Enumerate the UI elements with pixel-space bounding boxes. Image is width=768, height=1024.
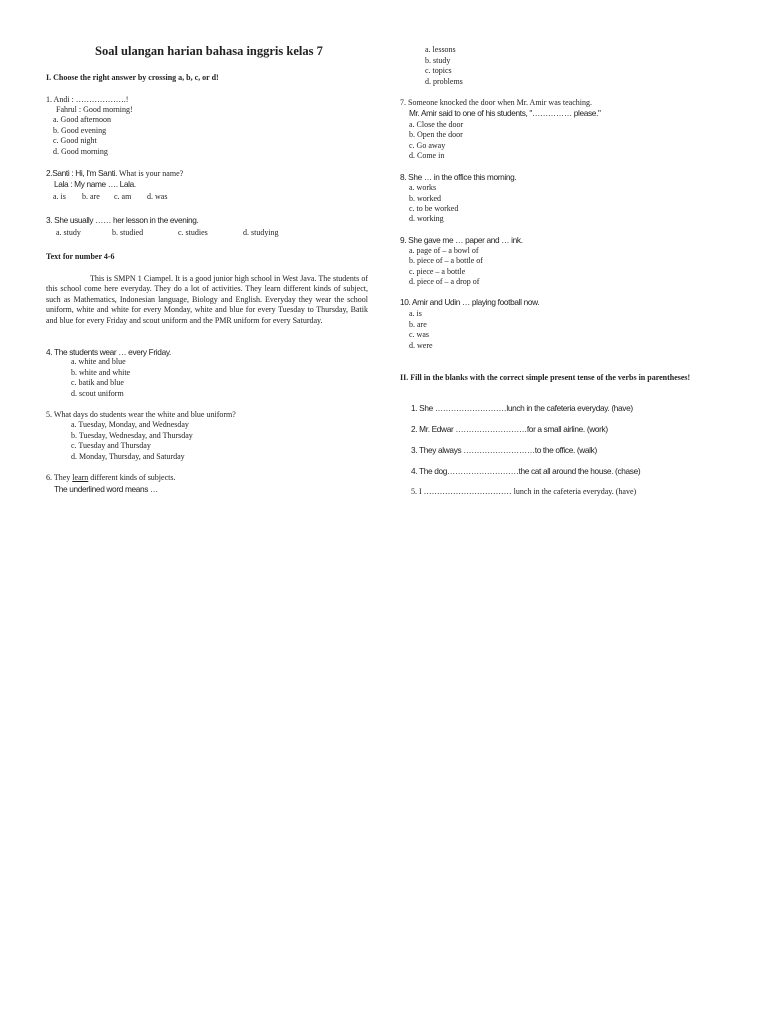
q10-option-a[interactable]: a. is (409, 309, 422, 318)
q3-text: 3. She usually …… her lesson in the evening. (46, 215, 199, 225)
q6-option-c[interactable]: c. topics (425, 66, 452, 75)
q10-option-d[interactable]: d. were (409, 341, 433, 350)
fill-item-5[interactable]: 5. I …………………………… lunch in the cafeteria everyday. (have) (411, 487, 637, 496)
q7-option-b[interactable]: b. Open the door (409, 130, 463, 139)
q5-option-b[interactable]: b. Tuesday, Wednesday, and Thursday (71, 431, 193, 440)
fill-item-4[interactable]: 4. The dog………………………the cat all around the house. (chase) (411, 466, 641, 476)
q10-option-c[interactable]: c. was (409, 330, 429, 339)
q7-option-a[interactable]: a. Close the door (409, 120, 464, 129)
q2-option-b[interactable]: b. are (82, 192, 100, 201)
q6-post: different kinds of subjects. (88, 473, 176, 482)
q8-option-d[interactable]: d. working (409, 214, 444, 223)
passage-heading: Text for number 4-6 (46, 252, 115, 261)
q2-line2: Lala : My name …. Lala. (54, 179, 136, 189)
q3-option-d[interactable]: d. studying (243, 228, 279, 237)
q6-pre: 6. They (46, 473, 73, 482)
q1-line2: Fahrul : Good morning! (56, 105, 133, 114)
q1-option-a[interactable]: a. Good afternoon (53, 115, 111, 124)
q6-option-d[interactable]: d. problems (425, 77, 463, 86)
q5-option-c[interactable]: c. Tuesday and Thursday (71, 441, 151, 450)
q5-option-a[interactable]: a. Tuesday, Monday, and Wednesday (71, 420, 189, 429)
q1-option-c[interactable]: c. Good night (53, 136, 97, 145)
q6-option-b[interactable]: b. study (425, 56, 451, 65)
q2-line1-rest: What is your name? (117, 169, 184, 178)
q5-option-d[interactable]: d. Monday, Thursday, and Saturday (71, 452, 185, 461)
q8-option-c[interactable]: c. to be worked (409, 204, 459, 213)
q6-underlined-word: learn (72, 473, 89, 482)
q4-text: 4. The students wear … every Friday. (46, 347, 171, 357)
q2-line1 (46, 168, 183, 179)
q10-option-b[interactable]: b. are (409, 320, 427, 329)
q1-option-d[interactable]: d. Good morning (53, 147, 108, 156)
q9-text: 9. She gave me … paper and … ink. (400, 235, 523, 245)
q4-option-d[interactable]: d. scout uniform (71, 389, 124, 398)
q8-option-a[interactable]: a. works (409, 183, 437, 192)
section-1-heading: I. Choose the right answer by crossing a, b, c, or d! (46, 73, 219, 82)
q8-text: 8. She … in the office this morning. (400, 172, 517, 182)
q3-option-a[interactable]: a. study (56, 228, 81, 237)
fill-item-3[interactable]: 3. They always ………………………to the office. (walk) (411, 445, 597, 455)
q8-option-b[interactable]: b. worked (409, 194, 441, 203)
q7-text: 7. Someone knocked the door when Mr. Amir was teaching. (400, 98, 592, 107)
q9-option-d[interactable]: d. piece of – a drop of (409, 277, 480, 286)
q1-line1: 1. Andi : ……………….! (46, 95, 129, 104)
q10-text: 10. Amir and Udin … playing football now. (400, 297, 540, 307)
q9-option-c[interactable]: c. piece – a bottle (409, 267, 466, 276)
q6-text (46, 473, 175, 483)
q5-text: 5. What days do students wear the white and blue uniform? (46, 410, 236, 419)
reading-passage: This is SMPN 1 Ciampel. It is a good junior high school in West Java. The students of this school come here everyday. They do a lot of activities. They learn different kinds of subject, such as Mathematics, Indonesian language, Biology and English. Everyday they wear the school uniform, white and white for every Monday, white and blue for every Tuesday to Thursday, Batik and blue for every Friday and scout uniform and the PMR uniform for every Saturday. (46, 274, 368, 325)
q3-option-b[interactable]: b. studied (112, 228, 144, 237)
section-2-heading: II. Fill in the blanks with the correct simple present tense of the verbs in parentheses! (400, 373, 691, 382)
q2-option-c[interactable]: c. am (114, 192, 132, 201)
q1-option-b[interactable]: b. Good evening (53, 126, 107, 135)
q9-option-b[interactable]: b. piece of – a bottle of (409, 256, 483, 265)
q4-option-c[interactable]: c. batik and blue (71, 378, 124, 387)
page-title: Soal ulangan harian bahasa inggris kelas 7 (95, 44, 323, 58)
q9-option-a[interactable]: a. page of – a bowl of (409, 246, 479, 255)
q2-option-d[interactable]: d. was (147, 192, 168, 201)
fill-item-2[interactable]: 2. Mr. Edwar ………………………for a small airline. (work) (411, 424, 608, 434)
q2-line1-hand: 2.Santi : Hi, I'm Santi. (46, 168, 118, 178)
q3-option-c[interactable]: c. studies (178, 228, 208, 237)
q7-option-c[interactable]: c. Go away (409, 141, 446, 150)
q2-option-a[interactable]: a. is (53, 192, 66, 201)
q6-line2: The underlined word means … (54, 484, 159, 494)
fill-item-1[interactable]: 1. She ………………………lunch in the cafeteria everyday. (have) (411, 403, 633, 413)
q4-option-b[interactable]: b. white and white (71, 368, 131, 377)
q4-option-a[interactable]: a. white and blue (71, 357, 126, 366)
q7-line2: Mr. Amir said to one of his students, "…………… please." (409, 108, 601, 118)
q7-option-d[interactable]: d. Come in (409, 151, 445, 160)
q6-option-a[interactable]: a. lessons (425, 45, 456, 54)
